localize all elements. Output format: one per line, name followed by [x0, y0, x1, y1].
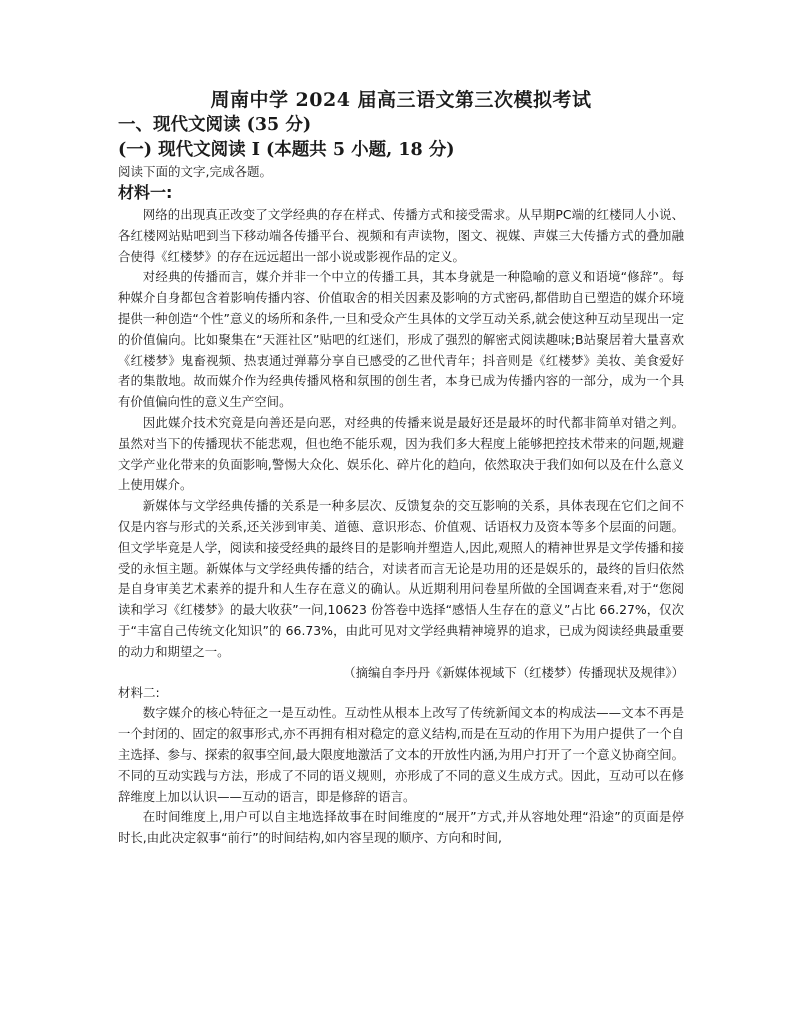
material-2-paragraph: 数字媒介的核心特征之一是互动性。互动性从根本上改写了传统新闻文本的构成法——文本不再是一个封闭的、固定的叙事形式,亦不再拥有相对稳定的意义结构,而是在互动的作用下为用户提供了一个自主选择、参与、探索的叙事空间,最大限度地激活了文本的开放性内涵,为用户打开了一个意义协商空间。不同的互动实践与方法，形成了不同的语义规则，亦形成了不同的意义生成方式。因此，互动可以在修辞维度上加以认识——互动的语言，即是修辞的语言。 [118, 705, 684, 804]
material-1-paragraph: 网络的出现真正改变了文学经典的存在样式、传播方式和接受需求。从早期PC端的红楼同人小说、各红楼网站贴吧到当下移动端各传播平台、视频和有声读物，图文、视媒、声媒三大传播方式的叠加融合使得《红楼梦》的存在远远超出一部小说或影视作品的定义。 [118, 207, 684, 264]
page-title: 周南中学 2024 届高三语文第三次模拟考试 [210, 89, 592, 111]
material-1-paragraph: 对经典的传播而言，媒介并非一个中立的传播工具，其本身就是一种隐喻的意义和语境“修辞”。每种媒介自身都包含着影响传播内容、价值取舍的相关因素及影响的方式密码,都借助自已塑造的媒介环境提供一种创造“个性”意义的场所和条件,一旦和受众产生具体的文学互动关系,就会使这种互动呈现出一定的价值偏向。比如聚集在“天涯社区”贴吧的红迷们，形成了强烈的解密式阅读趣味;B站聚居着大量喜欢《红楼梦》鬼畜视频、热衷通过弹幕分享自已感受的乙世代青年；抖音则是《红楼梦》美妆、美食爱好者的集散地。故而媒介作为经典传播风格和氛围的创生者，本身已成为传播内容的一部分，成为一个具有价值偏向性的意义生产空间。 [118, 269, 684, 410]
material-1-paragraph: 因此媒介技术究竟是向善还是向恶，对经典的传播来说是最好还是最坏的时代都非简单对错之判。虽然对当下的传播现状不能悲观，但也绝不能乐观，因为我们多大程度上能够把控技术带来的问题,规避文学产业化带来的负面影响,警惕大众化、娱乐化、碎片化的趋向，依然取决于我们如何以及在什么意义上使用媒介。 [118, 414, 684, 493]
section-heading: 一、现代文阅读 (35 分) [118, 115, 312, 135]
material-2-heading: 材料二: [118, 685, 160, 701]
instruction-text: 阅读下面的文字,完成各题。 [118, 164, 272, 179]
material-2-paragraph: 在时间维度上,用户可以自主地选择故事在时间维度的“展开”方式,并从容地处理“沿途”的页面是停时长,由此决定叙事“前行”的时间结构,如内容呈现的顺序、方向和时间, [118, 809, 684, 846]
exam-page [118, 88, 684, 849]
material-1-paragraph: 新媒体与文学经典传播的关系是一种多层次、反馈复杂的交互影响的关系，具体表现在它们之间不仅是内容与形式的关系,还关涉到审美、道德、意识形态、价值观、话语权力及资本等多个层面的问题。但文学毕竟是人学，阅读和接受经典的最终目的是影响并塑造人,因此,观照人的精神世界是文学传播和接受的永恒主题。新媒体与文学经典传播的结合，对读者而言无论是功用的还是娱乐的，最终的旨归依然是自身审美艺术素养的提升和人生存在意义的确认。从近期利用问卷星所做的全国调查来看,对于“您阅读和学习《红楼梦》的最大收获”一问,10623 份答卷中选择“感悟人生存在的意义”占比 66.27%，仅次于“丰富自己传统文化知识”的 66.73%，由此可见对文学经典精神境界的追求，已成为阅读经典最重要的动力和期望之一。 [118, 498, 684, 659]
material-1-source: （摘编自李丹丹《新媒体视域下（红楼梦）传播现状及规律》） [343, 664, 684, 680]
subsection-heading: (一) 现代文阅读 I (本题共 5 小题, 18 分) [118, 140, 455, 160]
material-1-heading: 材料一: [118, 183, 173, 202]
